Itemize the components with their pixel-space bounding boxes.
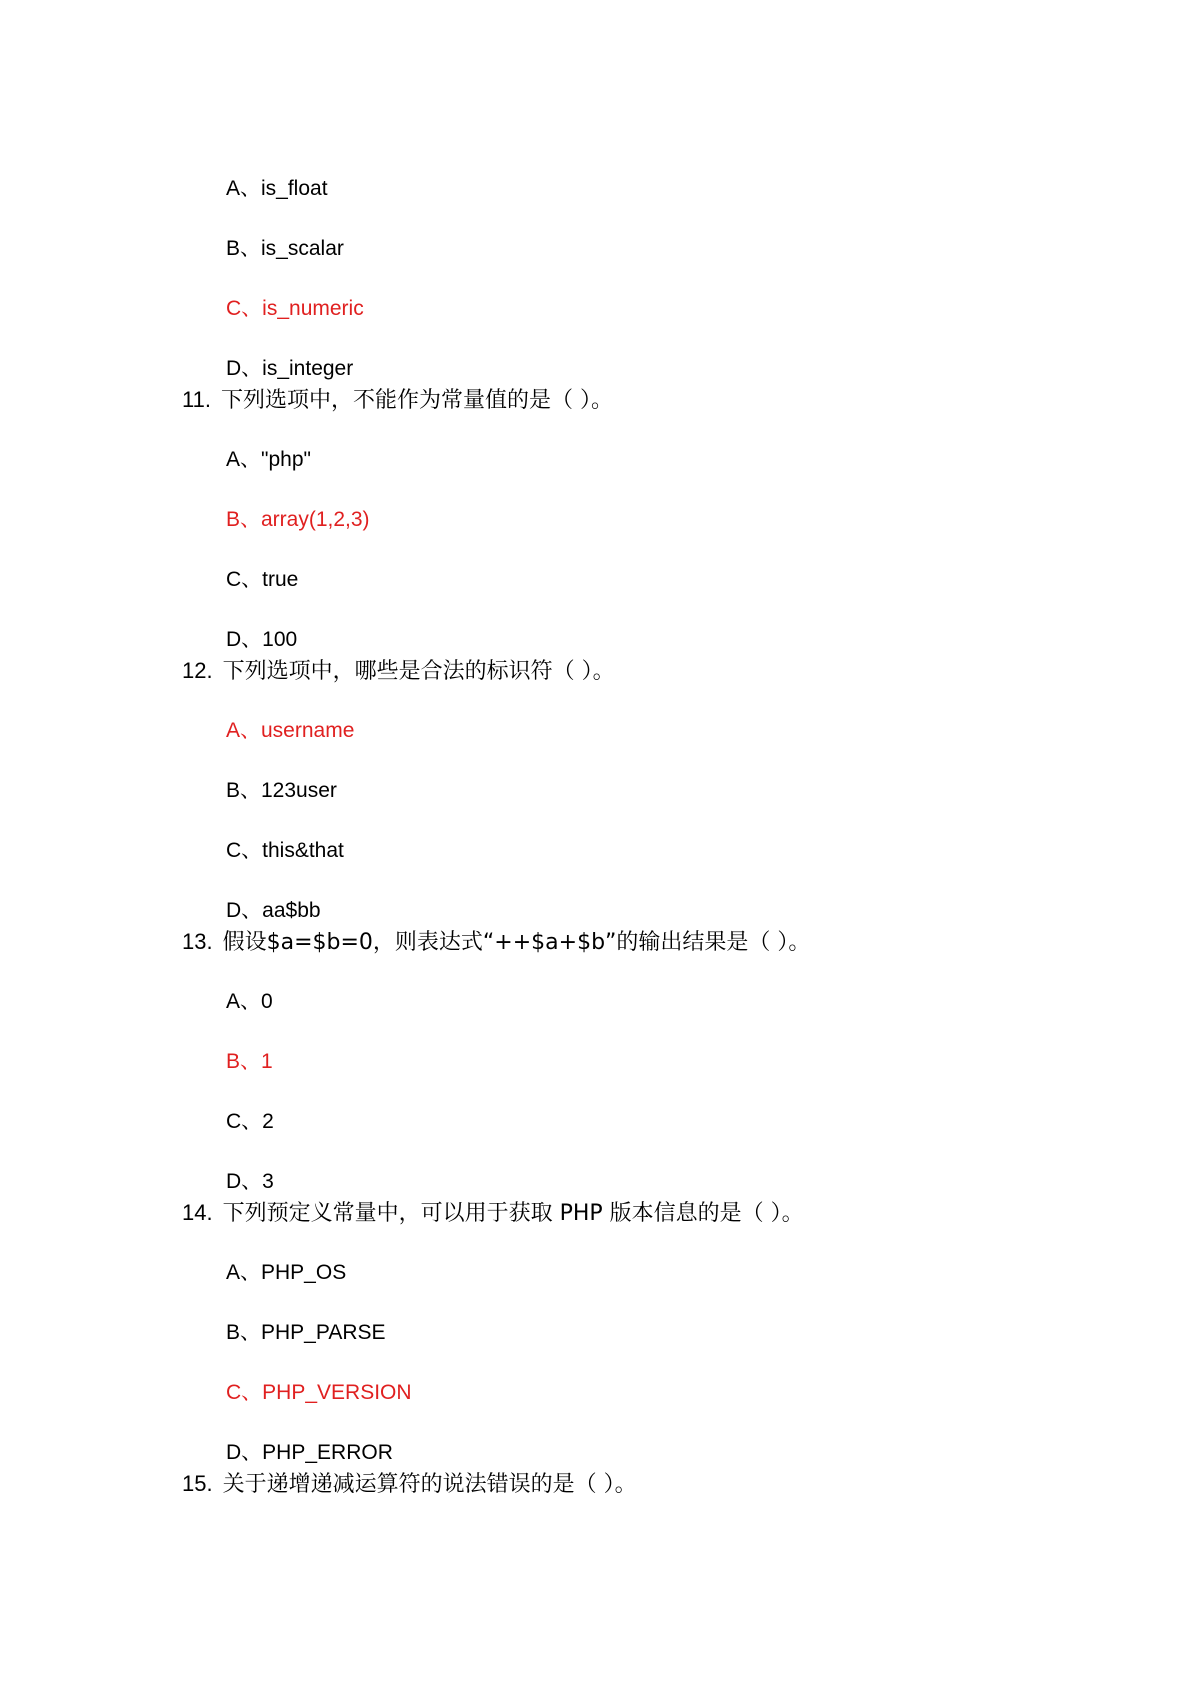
option-a: A、PHP_OS [226, 1261, 347, 1284]
question-12 [182, 658, 615, 685]
option-d: D、100 [226, 628, 298, 651]
question-text: 假设$a=$b=0，则表达式“++$a+$b”的输出结果是（ ）。 [222, 930, 811, 955]
option-d: D、aa$bb [226, 899, 321, 922]
option-b-correct: B、1 [226, 1050, 273, 1073]
question-text: 下列选项中，不能作为常量值的是（ ）。 [220, 388, 613, 413]
option-a-correct: A、username [226, 719, 355, 742]
question-text: 下列预定义常量中，可以用于获取 PHP 版本信息的是（ ）。 [222, 1201, 804, 1226]
question-text: 下列选项中，哪些是合法的标识符（ ）。 [222, 659, 615, 684]
question-14 [182, 1200, 804, 1227]
question-number: 13. [182, 929, 213, 954]
question-text: 关于递增递减运算符的说法错误的是（ ）。 [222, 1472, 637, 1497]
option-c-correct: C、is_numeric [226, 297, 364, 320]
option-c: C、this&that [226, 839, 344, 862]
question-number: 15. [182, 1471, 213, 1496]
option-d: D、3 [226, 1170, 274, 1193]
option-c: C、2 [226, 1110, 274, 1133]
option-d: D、is_integer [226, 357, 354, 380]
option-a: A、is_float [226, 177, 328, 200]
option-a: A、0 [226, 990, 273, 1013]
question-number: 11. [182, 387, 211, 412]
option-d: D、PHP_ERROR [226, 1441, 393, 1464]
option-b: B、is_scalar [226, 237, 344, 260]
question-number: 14. [182, 1200, 213, 1225]
option-b: B、PHP_PARSE [226, 1321, 386, 1344]
option-a: A、"php" [226, 448, 311, 471]
question-11 [182, 387, 613, 414]
option-c-correct: C、PHP_VERSION [226, 1381, 412, 1404]
option-b-correct: B、array(1,2,3) [226, 508, 370, 531]
question-15 [182, 1471, 637, 1498]
question-number: 12. [182, 658, 213, 683]
option-b: B、123user [226, 779, 337, 802]
question-13 [182, 929, 810, 956]
option-c: C、true [226, 568, 299, 591]
